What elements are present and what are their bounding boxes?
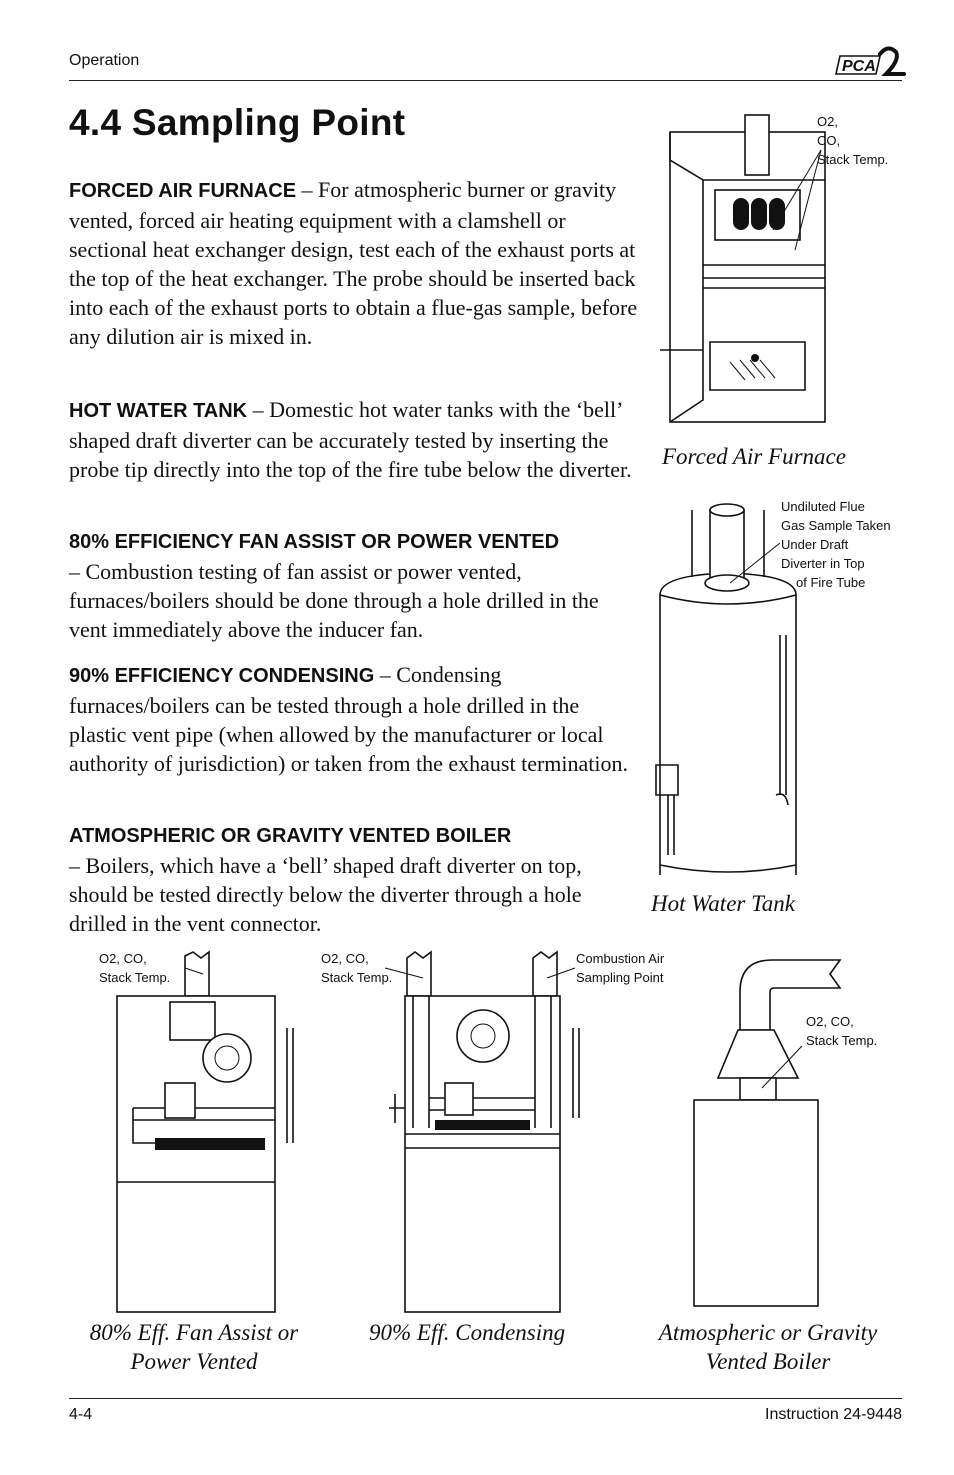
paragraph-boiler: [69, 822, 641, 938]
caption-fan-assist: [69, 1318, 319, 1376]
fan-assist-furnace-illustration: [115, 948, 305, 1312]
tank-label-line: Under Draft: [781, 537, 849, 552]
caption-forced-air-furnace: Forced Air Furnace: [662, 444, 846, 469]
furnace-label: [817, 112, 888, 169]
tank-label-line: of Fire Tube: [796, 575, 866, 590]
tank-label: [781, 497, 891, 592]
caption-boiler: [632, 1318, 904, 1376]
caption-line: 80% Eff. Fan Assist or: [89, 1320, 299, 1345]
text-boiler: – Boilers, which have a ‘bell’ shaped draft diverter on top, should be tested directly below the diverter through a hole drilled in the vent connector.: [69, 853, 582, 936]
fan-assist-label: [99, 949, 170, 987]
boiler-label: [806, 1012, 877, 1050]
furnace-label-line: Stack Temp.: [817, 152, 889, 167]
page-number: 4-4: [69, 1406, 93, 1423]
combustion-air-label: [576, 949, 664, 987]
section-header: Operation: [69, 52, 140, 69]
text-fan-assist: – Combustion testing of fan assist or power vented, furnaces/boilers should be done through a hole drilled in the vent immediately above the inducer fan.: [69, 559, 599, 642]
heading-forced-air: FORCED AIR FURNACE: [69, 180, 297, 202]
paragraph-forced-air: [69, 175, 641, 351]
text-forced-air: – For atmospheric burner or gravity vented, forced air heating equipment with a clamshell or sectional heat exchanger design, test each of the exhaust ports at the top of the heat exchanger. The probe should be inserted back into each of the exhaust ports to obtain a flue-gas sample, before any dilution air is mixed in.: [69, 177, 638, 349]
caption-line: Atmospheric or Gravity: [658, 1320, 878, 1345]
tank-label-line: Gas Sample Taken: [781, 518, 891, 533]
paragraph-fan-assist: [69, 528, 641, 644]
text-hot-water: – Domestic hot water tanks with the ‘bell’ shaped draft diverter can be accurately tested by inserting the probe tip directly into the top of the fire tube below the diverter.: [69, 397, 632, 482]
paragraph-hot-water: [69, 395, 641, 484]
caption-line: Vented Boiler: [705, 1349, 831, 1374]
tank-label-line: Diverter in Top: [781, 556, 865, 571]
footer-rule: [69, 1398, 902, 1399]
paragraph-condensing: [69, 660, 641, 778]
header-rule: [69, 80, 902, 81]
caption-line: Power Vented: [130, 1349, 258, 1374]
forced-air-furnace-illustration: [655, 110, 835, 430]
heading-fan-assist: 80% EFFICIENCY FAN ASSIST OR POWER VENTED: [69, 531, 560, 553]
boiler-illustration: [690, 952, 850, 1312]
heading-hot-water: HOT WATER TANK: [69, 400, 248, 422]
caption-condensing: 90% Eff. Condensing: [369, 1320, 566, 1345]
boiler-label-line: Stack Temp.: [806, 1033, 878, 1048]
boiler-label-line: O2, CO,: [806, 1014, 854, 1029]
fan-assist-label-line: Stack Temp.: [99, 970, 171, 985]
condensing-label-line: Stack Temp.: [321, 970, 393, 985]
fan-assist-label-line: O2, CO,: [99, 951, 147, 966]
combustion-air-label-line: Sampling Point: [576, 970, 664, 985]
page-title: 4.4 Sampling Point: [69, 102, 406, 143]
furnace-label-line: CO,: [817, 133, 841, 148]
document-number: Instruction 24-9448: [765, 1406, 902, 1423]
condensing-label: [321, 949, 392, 987]
furnace-label-line: O2,: [817, 114, 838, 129]
combustion-air-label-line: Combustion Air: [576, 951, 665, 966]
pca2-logo: [836, 46, 906, 78]
condensing-label-line: O2, CO,: [321, 951, 369, 966]
svg-text:PCA: PCA: [842, 58, 876, 75]
heading-condensing: 90% EFFICIENCY CONDENSING: [69, 665, 375, 687]
caption-hot-water-tank: Hot Water Tank: [651, 891, 795, 916]
tank-label-line: Undiluted Flue: [781, 499, 865, 514]
condensing-furnace-illustration: [385, 948, 590, 1312]
heading-boiler: ATMOSPHERIC OR GRAVITY VENTED BOILER: [69, 825, 512, 847]
text-condensing: – Condensing furnaces/boilers can be tested through a hole drilled in the plastic vent pipe (when allowed by the manufacturer or local authority of jurisdiction) or taken from the exhaust termination.: [69, 662, 629, 776]
